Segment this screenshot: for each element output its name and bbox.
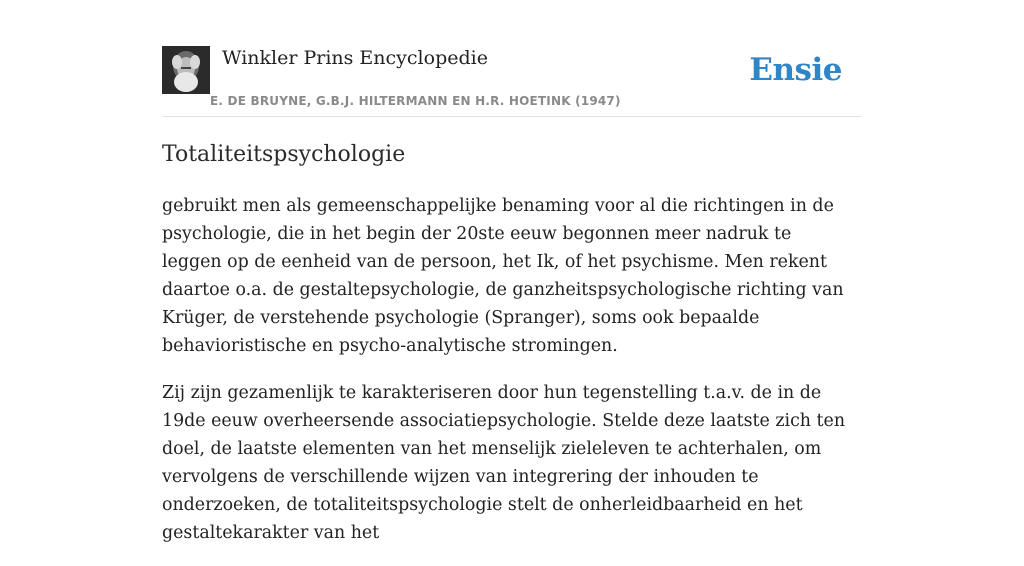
authors-line: E. DE BRUYNE, G.B.J. HILTERMANN EN H.R. HOETINK (1947) <box>210 94 621 108</box>
article-title: Totaliteitspsychologie <box>162 142 406 167</box>
article-paragraph: gebruikt men als gemeenschappelijke benaming voor al die richtingen in de psychologie, die in het begin der 20ste eeuw begonnen meer nadruk te leggen op de eenheid van de persoon, het Ik, of het psychisme. Men rekent daartoe o.a. de gestaltepsychologie, de ganzheitspsychologische richting van Krüger, de verstehende psychologie (Spranger), soms ook bepaalde behavioristische en psycho-analytische stromingen. <box>162 196 844 356</box>
brand-logo[interactable]: Ensie <box>749 52 842 88</box>
article-paragraph: Zij zijn gezamenlijk te karakteriseren door hun tegenstelling t.a.v. de in de 19de eeuw overheersende associatiepsychologie. Stelde deze laatste zich ten doel, de laatste elementen van het menselijk zieleleven te achterhalen, om vervolgens de verschillende wijzen van integrering der inhouden te onderzoeken, de totaliteitspsychologie stelt de onherleidbaarheid en het gestaltekarakter van het <box>162 383 846 543</box>
site-header <box>162 46 862 117</box>
avatar <box>162 46 210 94</box>
portrait-icon <box>162 46 210 94</box>
article-body <box>162 192 852 566</box>
site-title[interactable]: Winkler Prins Encyclopedie <box>222 47 488 69</box>
